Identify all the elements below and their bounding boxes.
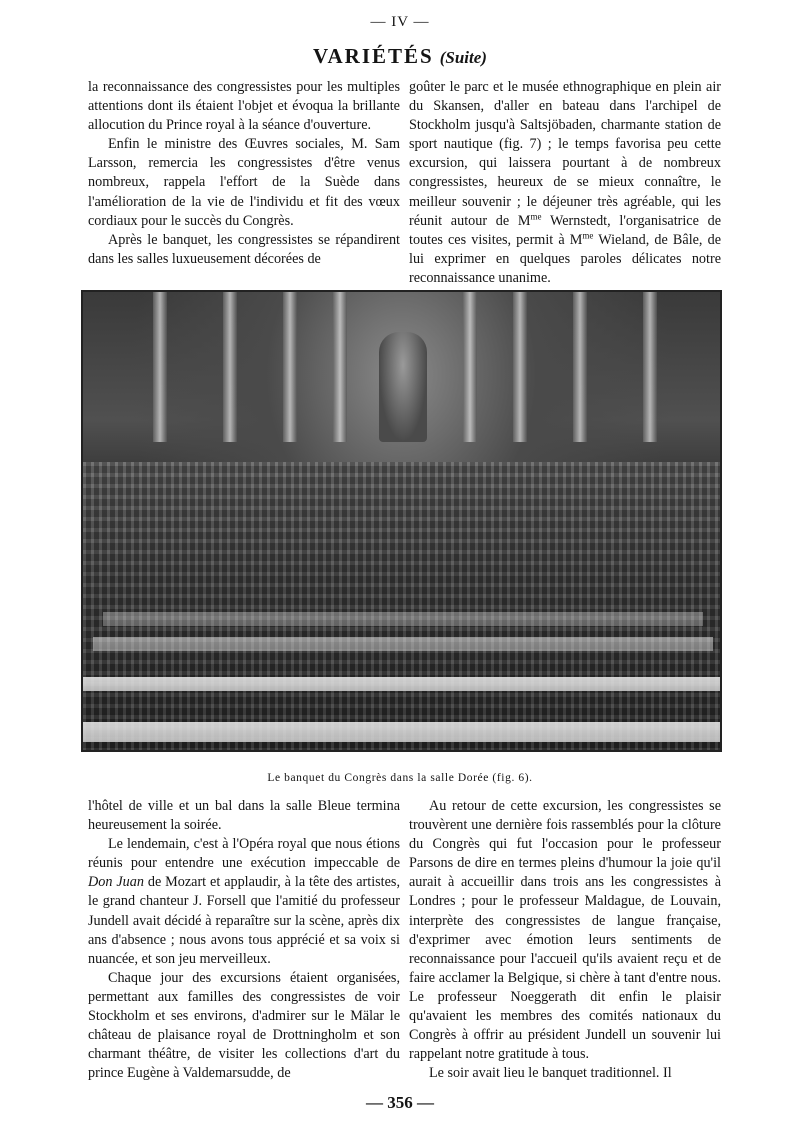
page-number-header: — IV — [370, 14, 430, 30]
crowd [83, 462, 720, 752]
column-bottom-left [88, 797, 400, 1083]
paragraph: Après le banquet, les congressistes se répandirent dans les salles luxueusement décorées de [88, 231, 400, 267]
paragraph: Chaque jour des excursions étaient organisées, permettant aux familles des congressistes de voir Stockholm et ses environs, d'admirer sur le Mälar le château de plaisance royal de Drottningholm et son charmant théâtre, de visiter les collections d'art du prince Eugène à Valdemarsudde, de [88, 969, 400, 1082]
paragraph: Enfin le ministre des Œuvres sociales, M. Sam Larsson, remercia les congressistes d'être venus nombreux, rappela l'effort de la Suède dans l'amélioration de la vie de l'individu et fit des vœux cordiaux pour le succès du Congrès. [88, 136, 400, 229]
paragraph: Le lendemain, c'est à l'Opéra royal que nous étions réunis pour entendre une exécution impeccable de Don Juan de Mozart et applaudir, à la tête des artistes, le grand chanteur J. Forsell que l'amitié du professeur Jundell avait décidé à reparaître sur la scène, après dix ans d'absence ; nous avons tous apprécié et sa voix si nuancée, et son jeu merveilleux. [88, 836, 400, 967]
paragraph: goûter le parc et le musée ethnographique en plein air du Skansen, d'aller en bateau dans l'archipel de Stockholm jusqu'à Saltsjöbaden, charmante station de sport nautique (fig. 7) ; le temps favorisa peu cette excursion, qui laissera pourtant à de nombreux congressistes, heureux de se mieux connaître, le meilleur souvenir ; le déjeuner très agréable, qui les réunit autour de $M^{me}$ Wernstedt, l'organisatrice de toutes ces visites, permit à $M^{me}$ Wieland, de Bâle, de lui exprimer en quelques paroles délicates notre reconnaissance unanime. [409, 79, 722, 286]
column-bottom-right [409, 797, 721, 1083]
paragraph: Le soir avait lieu le banquet traditionnel. Il [429, 1065, 672, 1082]
column-top-right [409, 78, 721, 288]
section-title [0, 46, 800, 68]
title-main: VARIÉTÉS [313, 44, 434, 68]
paragraph: la reconnaissance des congressistes pour les multiples attentions dont ils étaient l'objet et évoqua la brillante allocution du Prince royal à la séance d'ouverture. [88, 79, 400, 134]
paragraph: Au retour de cette excursion, les congressistes se trouvèrent une dernière fois rassemblés pour la clôture du Congrès qui fut l'occasion pour le professeur Parsons de dire en termes pleins d'humour la joie qu'il aurait à accueillir dans trois ans les congressistes à Londres ; pour le professeur Maldague, de Louvain, interprète des congressistes de langue française, d'exprimer avec émotion leurs sentiments de reconnaissance pour l'accueil qu'ils avaient reçu et de faire acclamer la Belgique, si chère à tant d'entre nous. Le professeur Noeggerath dit enfin le plaisir qu'avaient les membres des comités nationaux du Congrès à offrir au président Jundell un souvenir lui rappelant notre gratitude à tous. [409, 798, 721, 1063]
paragraph: l'hôtel de ville et un bal dans la salle Bleue termina heureusement la soirée. [88, 798, 400, 834]
title-suite: (Suite) [439, 48, 487, 67]
page-number-footer: — 356 — [366, 1093, 434, 1112]
banquet-photo [81, 290, 722, 752]
statue-figure [379, 332, 427, 442]
photo-caption: Le banquet du Congrès dans la salle Dorée (fig. 6). [267, 772, 533, 784]
column-top-left [88, 78, 400, 269]
